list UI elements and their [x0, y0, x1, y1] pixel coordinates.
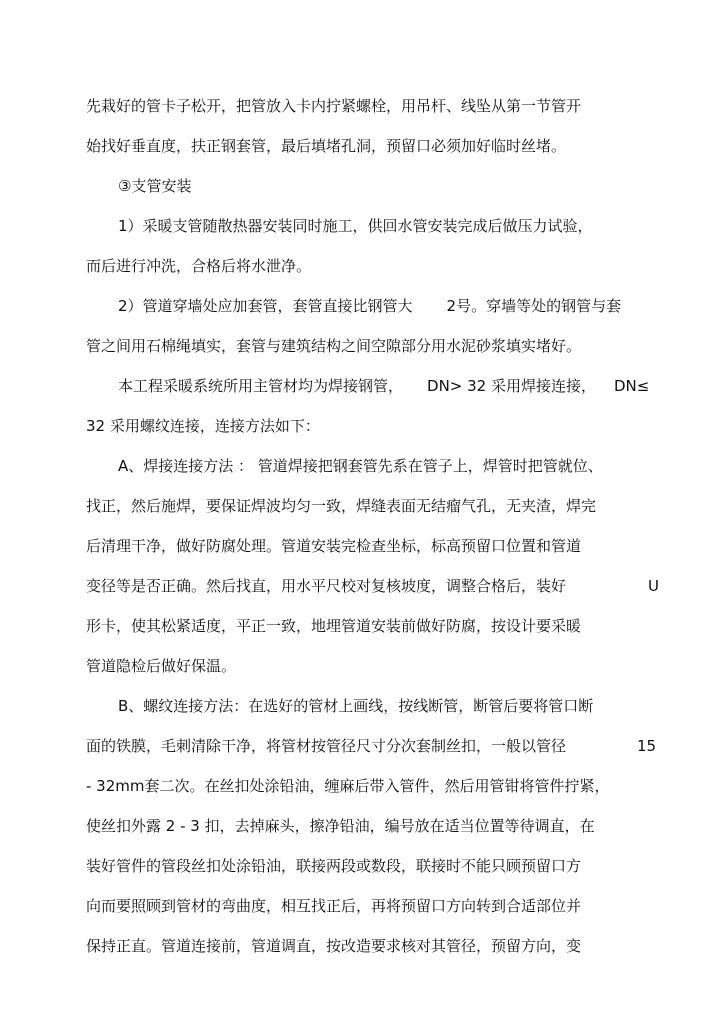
text-line-5: 而后进行冲洗，合格后将水泄净。	[86, 257, 312, 275]
thread-method-line-3: - 32mm套二次。在丝扣处涂铅油，缠麻后带入管件，然后用管钳将管件拧紧，	[86, 777, 610, 795]
welding-method-line-4-tail: U	[648, 577, 659, 595]
thread-method-line-1: B、螺纹连接方法：在选好的管材上画线，按线断管，断管后要将管口断	[118, 697, 594, 715]
text-line-7: 管之间用石棉绳填实，套管与建筑结构之间空隙部分用水泥砂浆填实堵好。	[86, 337, 582, 355]
section-heading-branch-pipe: ③支管安装	[118, 177, 192, 195]
text-line-4: 1）采暖支管随散热器安装同时施工，供回水管安装完成后做压力试验，	[118, 217, 593, 235]
thread-method-line-4: 使丝扣外露 2 - 3 扣，去掉麻头，擦净铅油，编号放在适当位置等待调直，在	[86, 817, 595, 835]
thread-method-line-5: 装好管件的管段丝扣处涂铅油，联接两段或数段，联接时不能只顾预留口方	[86, 857, 582, 875]
text-line-6	[118, 296, 666, 316]
text-line-6-part-2: 2号。穿墙等处的钢管与套	[446, 297, 622, 315]
thread-method-line-2: 面的铁膜，毛刺清除干净，将管材按管径尺寸分次套制丝扣，一般以管径	[86, 737, 567, 755]
welding-method-line-1: A、焊接连接方法 ： 管道焊接把钢套管先系在管子上，焊管时把管就位、	[118, 457, 603, 475]
text-line-8	[118, 376, 666, 396]
text-line-8-part-3: DN≤	[613, 377, 650, 395]
welding-method-line-3: 后清理干净，做好防腐处理。管道安装完检查坐标，标高预留口位置和管道	[86, 537, 582, 555]
thread-method-line-6: 向而要照顾到管材的弯曲度，相互找正后，再将预留口方向转到合适部位并	[86, 897, 582, 915]
thread-method-line-7: 保持正直。管道连接前，管道调直，按改造要求核对其管径，预留方向，变	[86, 937, 582, 955]
text-line-9: 32 采用螺纹连接，连接方法如下：	[86, 417, 320, 435]
welding-method-line-6: 管道隐检后做好保温。	[86, 657, 237, 675]
welding-method-line-5: 形卡，使其松紧适度，平正一致，地埋管道安装前做好防腐，按设计要采暖	[86, 617, 582, 635]
text-line-2: 始找好垂直度，扶正钢套管，最后填堵孔洞，预留口必须加好临时丝堵。	[86, 137, 567, 155]
text-line-8-part-1: 本工程采暖系统所用主管材均为焊接钢管，	[118, 377, 404, 395]
text-line-8-part-2: DN> 32 采用焊接连接，	[427, 377, 596, 395]
welding-method-line-4: 变径等是否正确。然后找直，用水平尺校对复核坡度，调整合格后，装好	[86, 577, 567, 595]
text-line-1: 先栽好的管卡子松开，把管放入卡内拧紧螺栓，用吊杆、线坠从第一节管开	[86, 97, 582, 115]
welding-method-line-2: 找正，然后施焊，要保证焊波均匀一致，焊缝表面无结瘤气孔，无夹渣，焊完	[86, 497, 597, 515]
text-line-6-part-1: 2）管道穿墙处应加套管，套管直接比钢管大	[118, 297, 413, 315]
thread-method-line-2-tail: 15	[637, 737, 657, 755]
